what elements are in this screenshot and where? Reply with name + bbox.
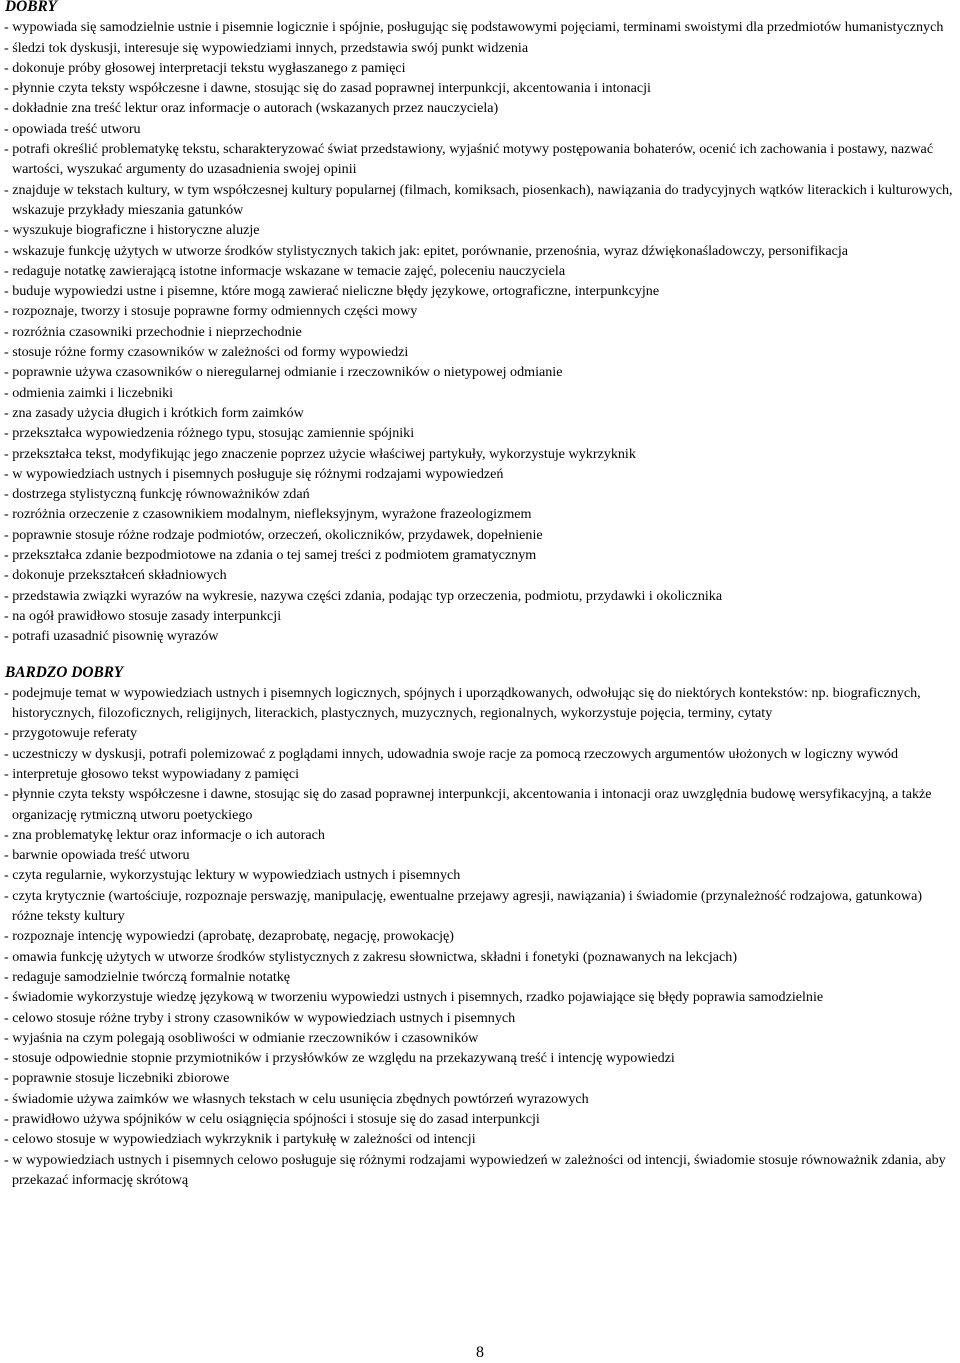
list-item: - przekształca wypowiedzenia różnego typu, stosując zamiennie spójniki xyxy=(4,425,415,442)
list-item: - stosuje odpowiednie stopnie przymiotników i przysłówków ze względu na przekazywaną treść i intencję wypowiedzi xyxy=(4,1050,675,1067)
list-item: - odmienia zaimki i liczebniki xyxy=(4,384,174,401)
list-item: - zna zasady użycia długich i krótkich form zaimków xyxy=(4,404,304,421)
list-item: - potrafi określić problematykę tekstu, scharakteryzować świat przedstawiony, wyjaśnić motywy postępowania bohaterów, ocenić ich zachowania i postawy, nazwać wartości, wyszukać argumenty do uzasadnienia swojej opinii xyxy=(4,141,934,178)
page-number: 8 xyxy=(476,1344,484,1361)
list-item: - na ogół prawidłowo stosuje zasady interpunkcji xyxy=(4,607,282,624)
list-item: - poprawnie stosuje różne rodzaje podmiotów, orzeczeń, okoliczników, przydawek, dopełnienie xyxy=(4,526,543,543)
list-item: - dostrzega stylistyczną funkcję równoważników zdań xyxy=(4,486,310,503)
list-item: - celowo stosuje różne tryby i strony czasowników w wypowiedziach ustnych i pisemnych xyxy=(4,1009,516,1026)
list-item: - wypowiada się samodzielnie ustnie i pisemnie logicznie i spójnie, posługując się podstawowymi pojęciami, terminami swoistymi dla przedmiotów humanistycznych xyxy=(4,19,944,36)
document-page xyxy=(4,0,954,1190)
list-item: - uczestniczy w dyskusji, potrafi polemizować z poglądami innych, udowadnia swoje racje za pomocą rzeczowych argumentów ułożonych w logiczny wywód xyxy=(4,745,899,762)
list-item: - wyszukuje biograficzne i historyczne aluzje xyxy=(4,222,260,239)
list-item: - poprawnie używa czasowników o nieregularnej odmianie i rzeczowników o nietypowej odmianie xyxy=(4,364,563,381)
list-item: - interpretuje głosowo tekst wypowiadany z pamięci xyxy=(4,765,300,782)
section-dobry xyxy=(4,0,954,647)
list-item: - przygotowuje referaty xyxy=(4,725,138,742)
section-title: BARDZO DOBRY xyxy=(5,663,124,681)
list-item: - czyta krytycznie (wartościuje, rozpoznaje perswazję, manipulację, ewentualne przejawy agresji, nawiązania) i świadomie (przynależność rodzajowa, gatunkowa) różne teksty kultury xyxy=(4,887,923,925)
list-item: - redaguje samodzielnie twórczą formalnie notatkę xyxy=(4,968,291,985)
list-item: - omawia funkcję użytych w utworze środków stylistycznych z zakresu słownictwa, składni i fonetyki (poznawanych na lekcjach) xyxy=(4,948,738,965)
list-item: - dokładnie zna treść lektur oraz informacje o autorach (wskazanych przez nauczyciela) xyxy=(4,100,499,117)
list-item: - prawidłowo używa spójników w celu osiągnięcia spójności i stosuje się do zasad interpunkcji xyxy=(4,1111,540,1128)
list-item: - dokonuje przekształceń składniowych xyxy=(4,567,227,584)
list-item: - płynnie czyta teksty współczesne i dawne, stosując się do zasad poprawnej interpunkcji, akcentowania i intonacji xyxy=(4,80,651,97)
criteria-list xyxy=(4,17,954,646)
list-item: - śledzi tok dyskusji, interesuje się wypowiedziami innych, przedstawia swój punkt widzenia xyxy=(4,39,529,56)
list-item: - płynnie czyta teksty współczesne i dawne, stosując się do zasad poprawnej interpunkcji, akcentowania i intonacji oraz uwzględnia budowę wersyfikacyjną, a także organizację rytmiczną utworu poetyckiego xyxy=(4,786,932,823)
list-item: - zna problematykę lektur oraz informacje o ich autorach xyxy=(4,826,325,843)
list-item: - świadomie używa zaimków we własnych tekstach w celu usunięcia zbędnych powtórzeń wyrazowych xyxy=(4,1090,589,1107)
list-item: - dokonuje próby głosowej interpretacji tekstu wygłaszanego z pamięci xyxy=(4,59,406,76)
criteria-list xyxy=(4,683,954,1190)
list-item: - rozróżnia orzeczenie z czasownikiem modalnym, niefleksyjnym, wyrażone frazeologizmem xyxy=(4,506,532,523)
list-item: - podejmuje temat w wypowiedziach ustnych i pisemnych logicznych, spójnych i uporządkowanych, odwołując się do niektórych kontekstów: np. biograficznych, historycznych, filozoficznych, religijnych, literackich, plastycznych, muzycznych, regionalnych, wykorzystuje pojęcia, terminy, cytaty xyxy=(4,684,921,722)
list-item: - rozróżnia czasowniki przechodnie i nieprzechodnie xyxy=(4,323,302,340)
list-item: - barwnie opowiada treść utworu xyxy=(4,847,190,864)
list-item: - redaguje notatkę zawierającą istotne informacje wskazane w temacie zajęć, poleceniu nauczyciela xyxy=(4,262,566,279)
list-item: - stosuje różne formy czasowników w zależności od formy wypowiedzi xyxy=(4,344,409,361)
list-item: - przedstawia związki wyrazów na wykresie, nazywa części zdania, podając typ orzeczenia, podmiotu, przydawki i okolicznika xyxy=(4,587,723,604)
list-item: - w wypowiedziach ustnych i pisemnych celowo posługuje się różnymi rodzajami wypowiedzeń w zależności od intencji, świadomie stosuje równoważnik zdania, aby przekazać informację skrótową xyxy=(4,1151,946,1188)
list-item: - przekształca tekst, modyfikując jego znaczenie poprzez użycie właściwej partykuły, wykorzystuje wykrzyknik xyxy=(4,445,636,462)
list-item: - celowo stosuje w wypowiedziach wykrzyknik i partykułę w zależności od intencji xyxy=(4,1131,476,1148)
list-item: - wskazuje funkcję użytych w utworze środków stylistycznych takich jak: epitet, porównanie, przenośnia, wyraz dźwiękonaśladowczy, personifikacja xyxy=(4,242,849,259)
list-item: - w wypowiedziach ustnych i pisemnych posługuje się różnymi rodzajami wypowiedzeń xyxy=(4,465,504,482)
list-item: - czyta regularnie, wykorzystując lektury w wypowiedziach ustnych i pisemnych xyxy=(4,867,461,884)
section-bardzo-dobry xyxy=(4,663,954,1191)
list-item: - świadomie wykorzystuje wiedzę językową w tworzeniu wypowiedzi ustnych i pisemnych, rzadko pojawiające się błędy poprawia samodzielnie xyxy=(4,989,824,1006)
list-item: - poprawnie stosuje liczebniki zbiorowe xyxy=(4,1070,230,1087)
list-item: - przekształca zdanie bezpodmiotowe na zdania o tej samej treści z podmiotem gramatycznym xyxy=(4,547,537,564)
list-item: - buduje wypowiedzi ustne i pisemne, które mogą zawierać nieliczne błędy językowe, ortograficzne, interpunkcyjne xyxy=(4,283,660,300)
list-item: - wyjaśnia na czym polegają osobliwości w odmianie rzeczowników i czasowników xyxy=(4,1029,479,1046)
list-item: - rozpoznaje intencję wypowiedzi (aprobatę, dezaprobatę, negację, prowokację) xyxy=(4,928,454,945)
list-item: - znajduje w tekstach kultury, w tym współczesnej kultury popularnej (filmach, komiksach, piosenkach), nawiązania do tradycyjnych wątków literackich i kulturowych, wskazuje przykłady mieszania gatunków xyxy=(4,181,953,218)
list-item: - potrafi uzasadnić pisownię wyrazów xyxy=(4,628,219,645)
list-item: - opowiada treść utworu xyxy=(4,120,141,137)
section-title: DOBRY xyxy=(5,0,57,15)
list-item: - rozpoznaje, tworzy i stosuje poprawne formy odmiennych części mowy xyxy=(4,303,418,320)
